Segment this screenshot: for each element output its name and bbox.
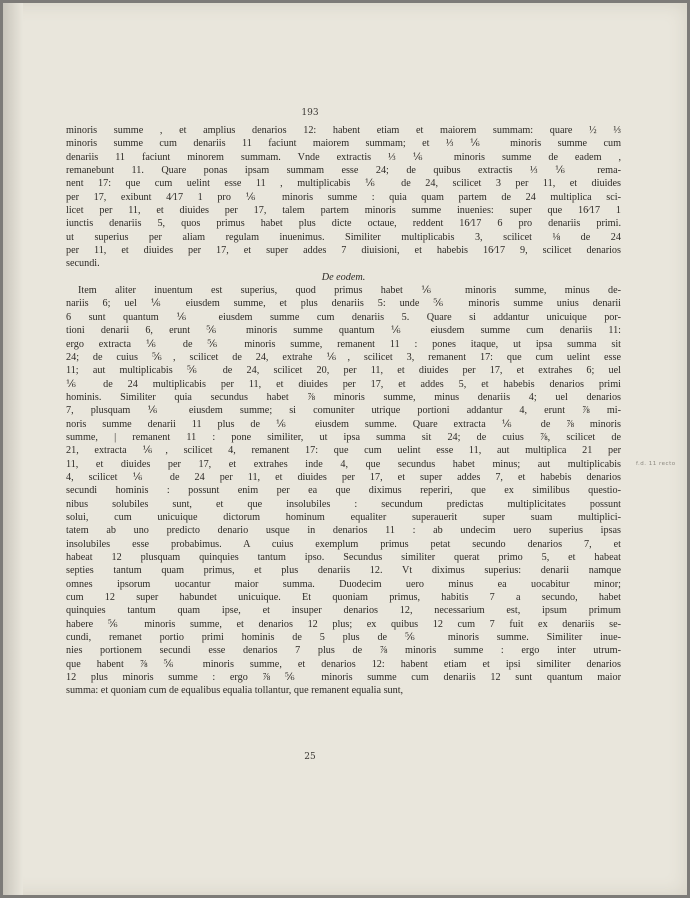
page-number: 193	[301, 108, 319, 118]
text-line: tatem ab uno predicto denario usque in denarios 11 : ab undecim uero superius ipsas	[66, 525, 621, 537]
text-line: omnes ipsorum uocantur maior summa. Duodecim uero minus ea uocabitur minor;	[66, 578, 621, 590]
text-line: cum 12 super habundet unicuique. Et quoniam primus, habitis 7 a secundo, habet	[66, 592, 621, 604]
text-line: habere ⅚ minoris summe, et denarios 12 plus; ex quibus 12 cum 7 fuit ex denariis se-	[66, 618, 621, 630]
section-heading: De eodem.	[321, 271, 366, 283]
text-line: septies tantum quam primus, et plus denariis 12. Vt diximus superius: denarii namque	[66, 565, 621, 577]
text-line: nariis 6; uel ⅙ eiusdem summe, et plus denariis 5: unde ⅚ minoris summe unius denarii	[66, 298, 621, 310]
text-line: 24; de cuius ⅚, scilicet de 24, extrahe ⅙, scilicet 3, remanent 17: que cum uelint esse	[66, 351, 621, 363]
text-line: minoris summe , et amplius denarios 12: habent etiam et maiorem summam: quare ½ ⅓	[66, 125, 621, 136]
text-line: iunctis denariis 5, quos primus habet plus dicte octaue, reddent 16⁄17 6 pro denariis primi.	[66, 218, 621, 230]
text-line: cundi, remanet portio primi hominis de 5 plus de ⅚ minoris summe. Similiter inue-	[66, 632, 621, 644]
text-line: 11, et diuides per 17, et extrahes inde 4, que secundus habet minus; aut multiplicabis	[66, 458, 621, 470]
text-line: ⅙ de 24 multiplicabis per 11, et diuides per 17, et addes 5, et habebis denarios primi	[66, 378, 621, 390]
text-line: nies portionem secundi esse denarios 7 plus de ⅞ minoris summe : ergo inter utrum-	[66, 645, 621, 657]
text-line: hominis. Similiter quia secundus habet ⅞ minoris summe, minus denariis 4; uel denarios	[66, 391, 621, 403]
text-line: licet per 11, et diuides per 17, talem partem minoris summe inuenies: super que 16⁄17 1	[66, 205, 621, 217]
text-line: solui, cum unicuique dictorum hominum equaliter superauerit super suam multiplici-	[66, 511, 621, 523]
text-line: summe, | remanent 11 : pone similiter, ut ipsa summa sit 24; de cuius ⅞, scilicet de	[66, 431, 621, 443]
text-line: 11; aut multiplicabis ⅚ de 24, scilicet 20, per 11, et diuides per 17, et extrahes 6; uel	[66, 365, 621, 377]
signature-mark: 25	[304, 752, 316, 762]
text-line: que habent ⅞ ⅚ minoris summe, et denarios 12: habent etiam et ipsi similiter denarios	[66, 658, 621, 670]
text-line: quinquies tantum quam ipse, et insuper denarios 12, necessarium est, ipsum primum	[66, 605, 621, 617]
text-line: ut superius per aliam regulam inuenimus. Similiter multiplicabis 3, scilicet ⅛ de 24	[66, 231, 621, 243]
text-line: ergo extracta ⅙ de ⅚ minoris summe, remanent 11 : pones itaque, ut ipsa summa sit	[66, 338, 621, 350]
text-line: denariis 11 faciunt minorem summam. Vnde extractis ⅓ ⅙ minoris summe de eadem ,	[66, 151, 621, 163]
text-line: 4, scilicet ⅙ de 24 per 11, et diuides per 17, et super addes 7, et habebis denarios	[66, 471, 621, 483]
text-line: tioni denarii 6, erunt ⅚ minoris summe quantum ⅙ eiusdem summe cum denariis 11:	[66, 325, 621, 337]
text-line: nibus solubiles sunt, et que insolubiles : secundum predictas multiplicitates possunt	[66, 498, 621, 510]
text-line: per 11, et diuides per 17, et super addes 7 diuisioni, et habebis 16⁄17 9, scilicet denarios	[66, 245, 621, 257]
text-line: 12 plus minoris summe : ergo ⅞ ⅚ minoris summe cum denariis 12 sunt quantum maior	[66, 672, 621, 684]
text-line: habeat 12 plusquam quinquies tantum ipso. Secundus similiter querat primo 5, et habeat	[66, 552, 621, 563]
text-line: minoris summe cum denariis 11 faciunt maiorem summam; et ⅓ ⅙ minoris summe cum	[66, 138, 621, 150]
text-line: per 17, exibunt 4⁄17 1 pro ⅙ minoris summe : quia quam partem de 24 multiplica sci-	[66, 191, 621, 203]
margin-note: f.d. 11 recto	[636, 461, 676, 467]
text-line: secundi.	[66, 258, 100, 270]
text-line: Item aliter inuentum est superius, quod primus habet ⅙ minoris summe, minus de-	[78, 285, 621, 297]
text-line: summa: et quoniam cum de equalibus equalia tollantur, que remanent equalia sunt,	[66, 685, 404, 697]
text-line: remanebunt 11. Quare ponas ipsam summam esse 24; de quibus extractis ⅓ ⅙ rema-	[66, 165, 621, 177]
text-line: insolubiles esse probabimus. A cuius exemplum primus petat secundo denarios 7, et	[66, 538, 621, 550]
text-line: 6 sunt quantum ⅙ eiusdem summe cum denariis 5. Quare si addantur unicuique por-	[66, 311, 621, 323]
page-body	[66, 124, 621, 698]
text-line: 7, plusquam ⅙ eiusdem summe; si comuniter utrique portioni addantur 4, erunt ⅞ mi-	[66, 405, 621, 417]
text-line: 21, extracta ⅙, scilicet 4, remanent 17: que cum uelint esse 11, aut multiplica 21 per	[66, 445, 621, 457]
text-line: noris summe denarii 11 plus de ⅙ eiusdem summe. Quare extracta ⅙ de ⅞ minoris	[66, 418, 621, 430]
paragraph-1	[66, 124, 621, 271]
text-line: nent 17: que cum uelint esse 11 , multiplicabis ⅙ de 24, scilicet 3 per 11, et diuides	[66, 178, 621, 190]
paragraph-2	[66, 284, 621, 698]
text-line: secundi hominis : possunt enim per ea que diximus reperiri, que ex similibus questio-	[66, 485, 621, 497]
